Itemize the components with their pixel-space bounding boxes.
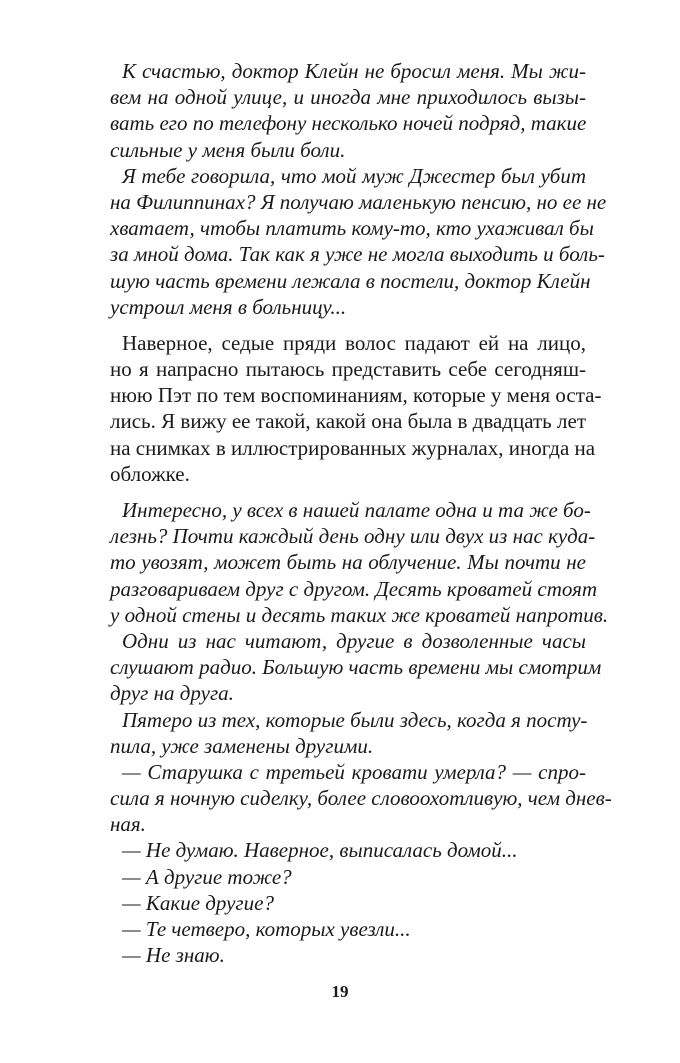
text-line: разговариваем друг с другом. Десять кроватей стоят	[110, 576, 598, 601]
text-line: за мной дома. Так как я уже не могла выходить и боль-	[110, 242, 605, 267]
text-line: Интересно, у всех в нашей палате одна и та же бо-	[122, 498, 591, 522]
text-line: пила, уже заменены другими.	[110, 733, 374, 758]
text-line: Я тебе говорила, что мой муж Джестер был убит	[122, 163, 586, 188]
text-line: нюю Пэт по тем воспоминаниям, которые у меня оста-	[110, 383, 602, 408]
text-line: друг на друга.	[110, 681, 234, 706]
text-line: хватает, чтобы платить кому-то, кто ухаживал бы	[110, 216, 594, 241]
text-line: слушают радио. Большую часть времени мы смотрим	[110, 655, 602, 680]
text-line: Пятеро из тех, которые были здесь, когда я посту-	[122, 707, 588, 732]
dialogue-line	[110, 916, 586, 942]
text-line: сильные у меня были боли.	[110, 137, 346, 162]
paragraph-gap	[110, 487, 586, 497]
dialogue-line	[110, 864, 586, 890]
paragraph	[110, 497, 609, 628]
text-line: ная.	[110, 812, 146, 837]
text-line: — Какие другие?	[122, 890, 274, 915]
text-line: устроил меня в больницу...	[110, 294, 347, 319]
text-line: на Филиппинах? Я получаю маленькую пенсию, но ее не	[110, 189, 607, 214]
text-line: но я напрасно пытаюсь представить себе сегодняш-	[110, 357, 586, 382]
paragraph	[110, 707, 586, 759]
text-line: — Те четверо, которых увезли...	[122, 917, 411, 941]
text-line: Одни из нас читают, другие в дозволенные часы	[122, 628, 586, 653]
dialogue-line	[110, 759, 612, 838]
text-line: — Не думаю. Наверное, выписалась домой...	[122, 838, 518, 863]
text-line: вем на одной улице, и иногда мне приходилось вызы-	[110, 85, 586, 110]
paragraph	[110, 163, 607, 320]
paragraph	[110, 58, 586, 163]
text-line: у одной стены и десять таких же кроватей напротив.	[110, 602, 609, 627]
text-line: лись. Я вижу ее такой, какой она была в двадцать лет	[110, 409, 586, 434]
paragraph	[110, 628, 602, 707]
text-line: то увозят, может быть на облучение. Мы почти не	[110, 550, 586, 575]
text-line: К счастью, доктор Клейн не бросил меня. Мы жи-	[122, 59, 586, 83]
text-line: — Старушка с третьей кровати умерла? — спро-	[122, 759, 586, 784]
text-line: на снимках в иллюстрированных журналах, иногда на	[110, 435, 596, 460]
dialogue-line	[110, 837, 586, 863]
page-body	[110, 58, 612, 968]
text-line: Наверное, седые пряди волос падают ей на лицо,	[122, 330, 586, 355]
text-line: обложке.	[110, 461, 190, 486]
text-line: лезнь? Почти каждый день одну или двух из нас куда-	[110, 524, 596, 549]
text-line: вать его по телефону несколько ночей подряд, такие	[110, 111, 587, 136]
dialogue-line	[110, 942, 586, 968]
text-line: сила я ночную сиделку, более словоохотливую, чем днев-	[110, 786, 612, 811]
text-line: — А другие тоже?	[122, 864, 292, 889]
text-line: шую часть времени лежала в постели, доктор Клейн	[110, 268, 591, 293]
paragraph	[110, 330, 602, 487]
paragraph-gap	[110, 320, 586, 330]
dialogue-line	[110, 890, 586, 916]
text-line: — Не знаю.	[122, 943, 225, 968]
page-number: 19	[331, 982, 349, 1001]
